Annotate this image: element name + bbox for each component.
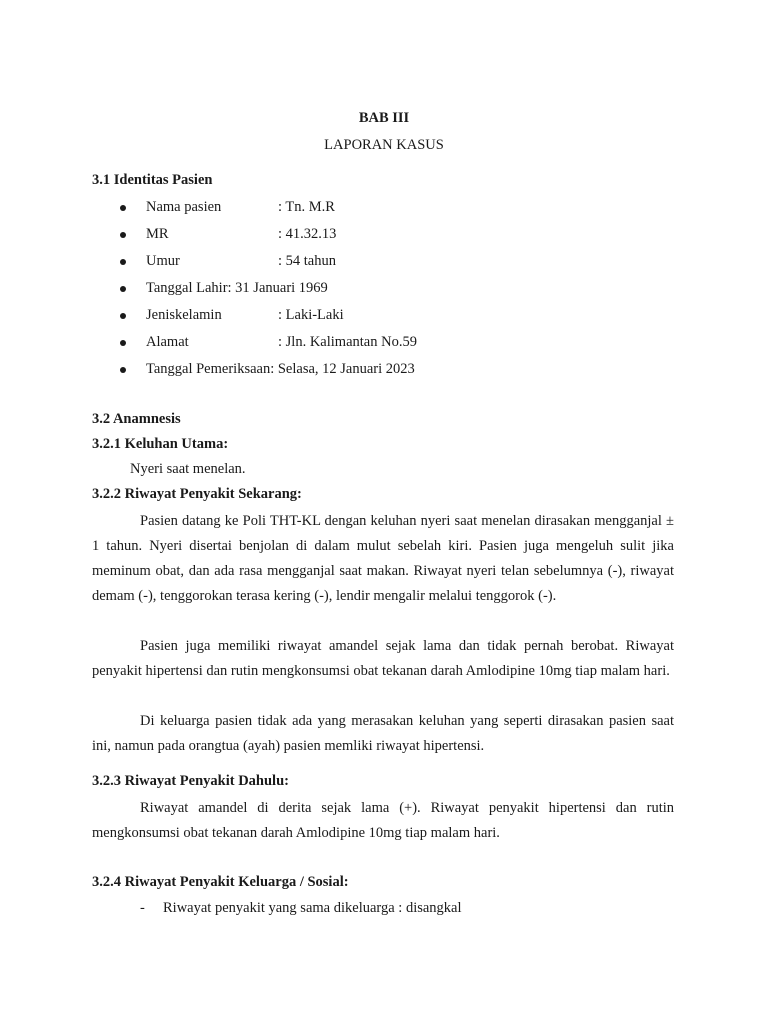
bullet-icon [120, 232, 126, 238]
subsection-heading-rps: 3.2.2 Riwayat Penyakit Sekarang: [92, 486, 302, 502]
bullet-icon [120, 205, 126, 211]
rpk-item-text: Riwayat penyakit yang sama dikeluarga : disangkal [163, 900, 462, 916]
rps-paragraph-2: Pasien juga memiliki riwayat amandel sejak lama dan tidak pernah berobat. Riwayat penyakit hipertensi dan rutin mengkonsumsi obat tekanan darah Amlodipine 10mg tiap malam hari. [92, 638, 674, 679]
identitas-label: Umur [146, 253, 180, 269]
identitas-value: : 54 tahun [278, 253, 336, 269]
identitas-value: : Jln. Kalimantan No.59 [278, 334, 417, 350]
subsection-heading-rpd: 3.2.3 Riwayat Penyakit Dahulu: [92, 773, 289, 789]
keluhan-text: Nyeri saat menelan. [130, 461, 246, 477]
identitas-value: : Tn. M.R [278, 199, 335, 215]
identitas-value: : Laki-Laki [278, 307, 344, 323]
bullet-icon [120, 313, 126, 319]
bullet-icon [120, 340, 126, 346]
bullet-icon [120, 286, 126, 292]
rps-paragraph-3: Di keluarga pasien tidak ada yang merasakan keluhan yang seperti dirasakan pasien saat ini, namun pada orangtua (ayah) pasien memliki riwayat hipertensi. [92, 713, 674, 754]
subsection-heading-keluhan: 3.2.1 Keluhan Utama: [92, 436, 229, 452]
identitas-label: MR [146, 226, 169, 242]
identitas-label: Nama pasien [146, 199, 222, 215]
subsection-heading-rpk: 3.2.4 Riwayat Penyakit Keluarga / Sosial: [92, 874, 349, 890]
section-heading-anamnesis: 3.2 Anamnesis [92, 411, 181, 427]
identitas-value: : 41.32.13 [278, 226, 337, 242]
chapter-subtitle: LAPORAN KASUS [324, 137, 444, 153]
identitas-label: Alamat [146, 334, 189, 350]
dash-marker: - [140, 900, 145, 916]
chapter-title: BAB III [358, 110, 410, 126]
identitas-label: Jeniskelamin [146, 307, 222, 323]
section-heading-identitas: 3.1 Identitas Pasien [92, 172, 213, 188]
bullet-icon [120, 259, 126, 265]
rps-paragraph-1: Pasien datang ke Poli THT-KL dengan keluhan nyeri saat menelan dirasakan mengganjal ± 1 tahun. Nyeri disertai benjolan di dalam mulut sebelah kiri. Pasien juga mengeluh sulit jika meminum obat, dan ada rasa mengganjal saat makan. Riwayat nyeri telan sebelumnya (-), riwayat demam (-), tenggorokan terasa kering (-), lendir mengalir melalui tenggorok (-). [92, 513, 674, 604]
bullet-icon [120, 367, 126, 373]
rpd-paragraph-1: Riwayat amandel di derita sejak lama (+). Riwayat penyakit hipertensi dan rutin mengkonsumsi obat tekanan darah Amlodipine 10mg tiap malam hari. [92, 800, 674, 841]
identitas-label: Tanggal Pemeriksaan: Selasa, 12 Januari 2023 [146, 361, 415, 377]
identitas-label: Tanggal Lahir: 31 Januari 1969 [146, 280, 328, 296]
